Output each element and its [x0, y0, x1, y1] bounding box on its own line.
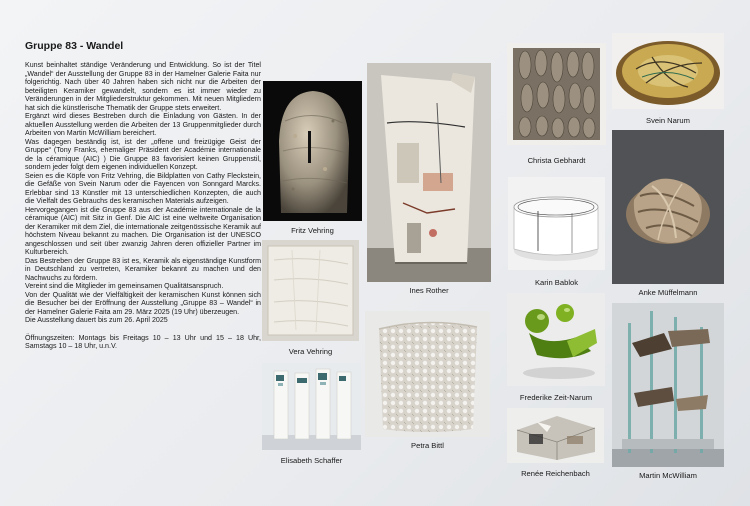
caption-svein-narum: Svein Narum	[646, 116, 690, 125]
photo-petra-bittl	[365, 311, 490, 437]
caption-petra-bittl: Petra Bittl	[411, 441, 444, 450]
page-title: Gruppe 83 - Wandel	[25, 40, 124, 52]
caption-anke-mueffelmann: Anke Müffelmann	[638, 288, 698, 297]
photo-vera-vehring	[262, 240, 359, 341]
photo-martin-mcwilliam	[612, 303, 724, 467]
opening-hours: Öffnungszeiten: Montags bis Freitags 10 – 13 Uhr und 15 – 18 Uhr, Samstags 10 – 18 Uhr, u.n.V.	[25, 333, 261, 350]
photo-renee-reichenbach	[507, 408, 604, 463]
caption-fritz-vehring: Fritz Vehring	[291, 226, 334, 235]
paragraph: Seien es die Köpfe von Fritz Vehring, die Bildplatten von Cathy Fleckstein, die Gefäße von Svein Narum oder die Fayencen von Sonngard Marcks. Erlebbar sind 13 Künstler mit 13 unterschiedlichen Konzepten, die auch die Vielfalt des Gebrauchs des keramischen Materials aufzeigen.	[25, 171, 261, 205]
paragraph: Das Bestreben der Gruppe 83 ist es, Keramik als eigenständige Kunstform in Deutschland zu vertreten, Keramiker bekannt zu machen und den Nachwuchs zu fördern.	[25, 256, 261, 282]
photo-christa-gebhardt	[507, 43, 606, 145]
photo-elisabeth-schaffer	[262, 363, 361, 450]
caption-martin-mcwilliam: Martin McWilliam	[639, 471, 697, 480]
photo-frederike-zeit-narum	[507, 293, 605, 386]
caption-frederike-zeit-narum: Frederike Zeit-Narum	[519, 393, 593, 402]
caption-ines-rother: Ines Rother	[409, 286, 449, 295]
caption-karin-bablok: Karin Bablok	[534, 278, 579, 287]
photo-anke-mueffelmann	[612, 130, 724, 284]
caption-christa-gebhardt: Christa Gebhardt	[527, 156, 586, 165]
paragraph: Was dagegen beständig ist, ist der „offene und freizügige Geist der Gruppe“ (Tony Franks, ehemaliger Präsident der Académie internationale de la céramique (AIC) ) Die Gruppe 83 favorisiert keinen Gruppenstil, sondern jeder folgt dem eigenen individuellen Konzept.	[25, 137, 261, 171]
paragraph: Hervorgegangen ist die Gruppe 83 aus der Académie internationale de la céramique (AIC) mit Sitz in Genf. Die AIC ist eine weltweite Organisation der Keramiker mit dem Ziel, die internationale zeitgenössische Keramik auf höchstem Niveau bekannt zu machen. Die Organisation ist der UNESCO angeschlossen und seit über zwanzig Jahren deren offizieller Partner im Kulturbereich.	[25, 205, 261, 256]
paragraph: Die Ausstellung dauert bis zum 26. April 2025	[25, 316, 168, 324]
caption-renee-reichenbach: Renée Reichenbach	[521, 469, 590, 478]
paragraph: Von der Qualität wie der Vielfältigkeit der keramischen Kunst können sich die Besucher bei der Eröffnung der Ausstellung „Gruppe 83 – Wandel“ in der Hamelner Galerie Faita am 29. März 2025 (19 Uhr) überzeugen.	[25, 290, 261, 316]
photo-karin-bablok	[508, 177, 605, 270]
text-column	[25, 40, 261, 351]
caption-vera-vehring: Vera Vehring	[288, 347, 333, 356]
paragraph: Ergänzt wird dieses Bestreben durch die Einladung von Gästen. In der aktuellen Ausstellung werden die Arbeiten der 13 Gruppenmitglieder durch Arbeiten von Martin McWilliam bereichert.	[25, 112, 261, 137]
paragraph: Vereint sind die Mitglieder im gemeinsamen Qualitätsanspruch.	[25, 282, 224, 290]
photo-ines-rother	[367, 63, 491, 282]
photo-fritz-vehring	[263, 81, 362, 221]
paragraph: Kunst beinhaltet ständige Veränderung und Entwicklung. So ist der Titel „Wandel“ der Ausstellung der Gruppe 83 in der Hamelner Galerie Faita nur folgerichtig. Nach über 40 Jahren haben sich nicht nur die Arbeiten der beteiligten Keramiker gewandelt, sondern es ist immer wieder zu Veränderungen in der Mitgliederstruktur gekommen. Mit neuen Mitgliedern hat sich die künstlerische Thematik der Gruppe stets erweitert.	[25, 61, 261, 112]
photo-svein-narum	[612, 33, 724, 109]
caption-elisabeth-schaffer: Elisabeth Schaffer	[280, 456, 343, 465]
